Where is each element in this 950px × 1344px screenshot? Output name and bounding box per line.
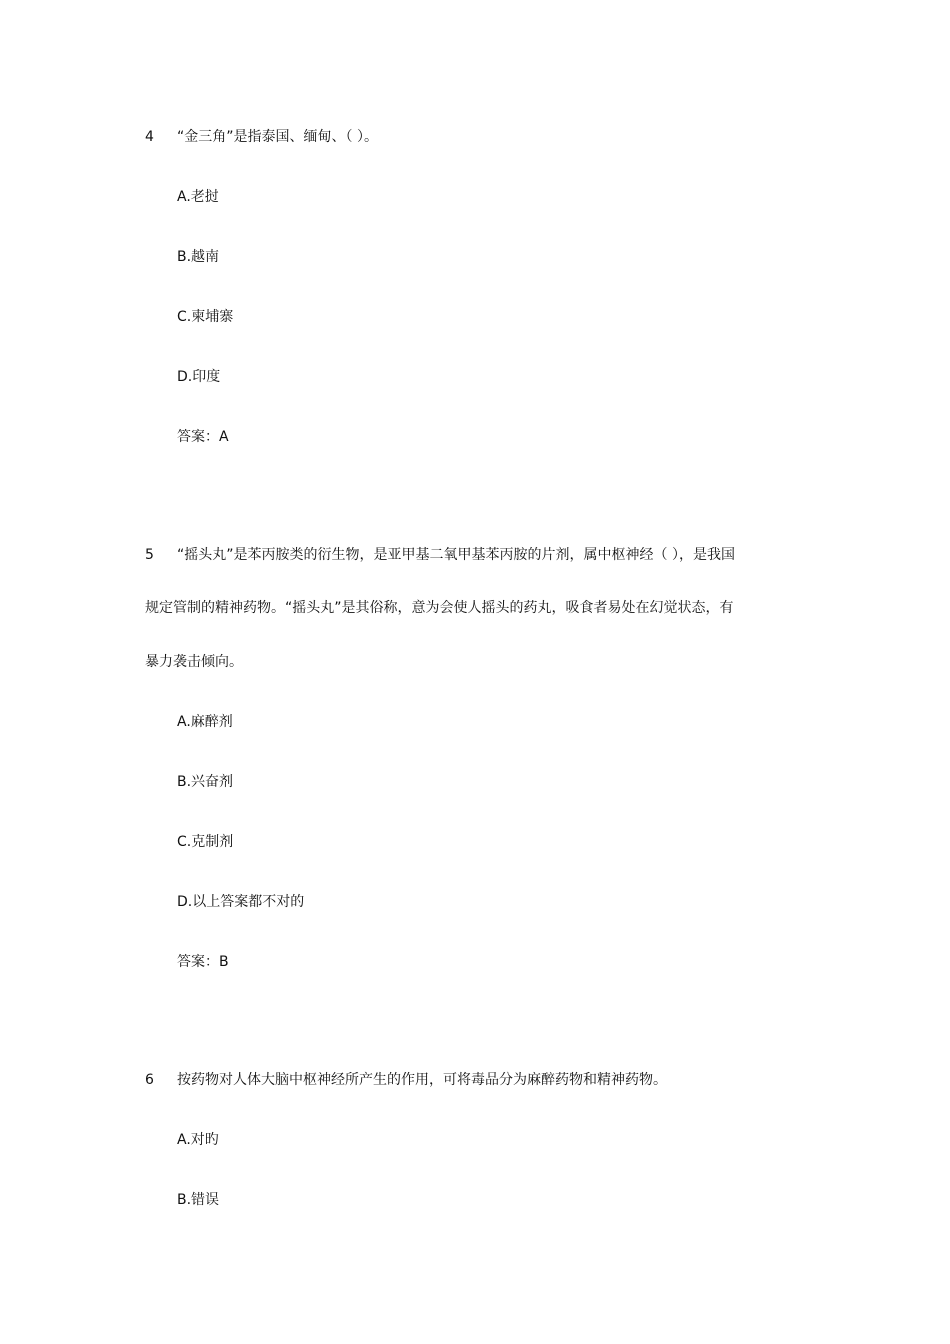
question-6-number: 6 — [145, 1072, 154, 1088]
question-5-text-line-2: 规定管制的精神药物。“摇头丸”是其俗称，意为会使人摇头的药丸，吸食者易处在幻觉状态，有 — [145, 600, 734, 616]
question-4-answer: 答案：A — [177, 429, 229, 445]
question-4-option-b: B.越南 — [177, 249, 220, 265]
question-4-option-a: A.老挝 — [177, 189, 219, 205]
question-6-option-b: B.错误 — [177, 1192, 220, 1208]
question-6-option-a: A.对旳 — [177, 1132, 219, 1148]
question-4-option-c: C.柬埔寨 — [177, 309, 234, 325]
question-5-text-line-3: 暴力袭击倾向。 — [145, 654, 243, 670]
question-4-option-d: D.印度 — [177, 369, 221, 385]
question-5-option-d: D.以上答案都不对的 — [177, 894, 305, 910]
question-6-text: 按药物对人体大脑中枢神经所产生的作用，可将毒品分为麻醉药物和精神药物。 — [177, 1072, 667, 1088]
question-4-number: 4 — [145, 129, 154, 145]
question-4-text: “金三角”是指泰国、缅甸、（ ）。 — [177, 129, 378, 145]
question-5-option-a: A.麻醉剂 — [177, 714, 233, 730]
question-5-text-line-1: “摇头丸”是苯丙胺类的衍生物，是亚甲基二氧甲基苯丙胺的片剂，属中枢神经（ ），是我国 — [177, 547, 735, 563]
question-5-option-c: C.克制剂 — [177, 834, 234, 850]
question-5-option-b: B.兴奋剂 — [177, 774, 234, 790]
question-5-number: 5 — [145, 547, 154, 563]
question-5-answer: 答案：B — [177, 954, 229, 970]
